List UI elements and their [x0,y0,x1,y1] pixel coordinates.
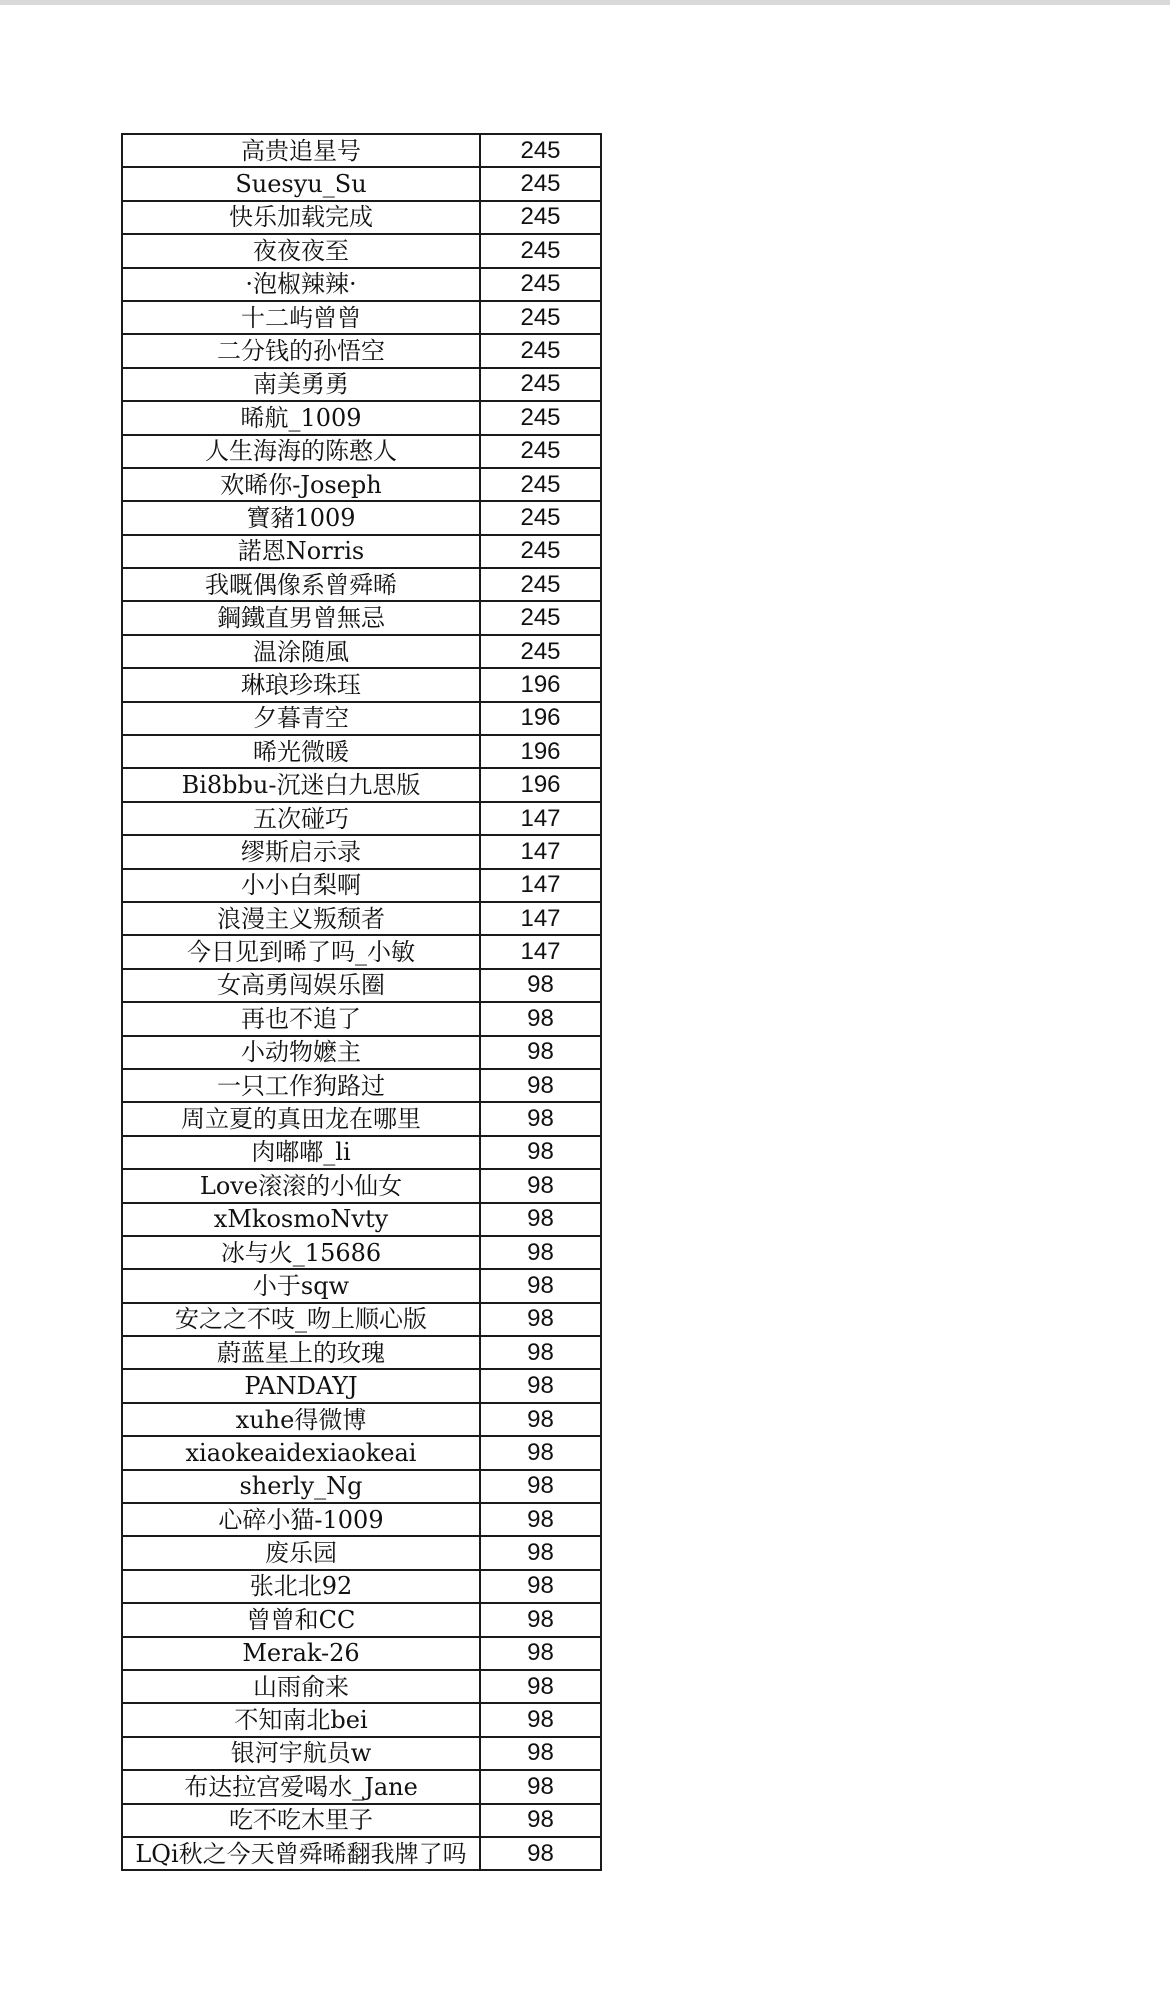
score-cell: 147 [481,870,602,901]
table-row [123,1571,602,1604]
score-cell: 98 [481,1170,602,1201]
table-row [123,602,602,635]
score-cell: 245 [481,235,602,266]
score-cell: 98 [481,1337,602,1368]
table-row [123,903,602,936]
score-cell: 98 [481,1404,602,1435]
name-cell: 废乐园 [123,1537,481,1568]
name-cell: 鋼鐵直男曾無忌 [123,602,481,633]
table-row [123,235,602,268]
table-row [123,168,602,201]
name-cell: 冰与火_15686 [123,1237,481,1268]
table-row [123,1370,602,1403]
table-row [123,703,602,736]
name-cell: 二分钱的孙悟空 [123,335,481,366]
score-cell: 98 [481,1638,602,1669]
score-cell: 98 [481,1370,602,1401]
name-cell: 晞光微暖 [123,736,481,767]
table-row [123,636,602,669]
table-row [123,870,602,903]
table-row [123,302,602,335]
score-cell: 245 [481,636,602,667]
table-row [123,1471,602,1504]
table-row [123,803,602,836]
score-cell: 245 [481,269,602,300]
page-top-edge [0,0,1170,5]
score-cell: 98 [481,1537,602,1568]
score-cell: 98 [481,1504,602,1535]
table-row [123,402,602,435]
name-cell: PANDAYJ [123,1370,481,1401]
name-cell: 高贵追星号 [123,135,481,166]
name-cell: 五次碰巧 [123,803,481,834]
score-cell: 147 [481,836,602,867]
score-cell: 245 [481,335,602,366]
table-row [123,135,602,168]
table-row [123,269,602,302]
name-cell: 肉嘟嘟_li [123,1137,481,1168]
name-cell: 张北北92 [123,1571,481,1602]
table-row [123,1270,602,1303]
score-cell: 245 [481,602,602,633]
table-row [123,669,602,702]
name-cell: 快乐加载完成 [123,202,481,233]
name-cell: 一只工作狗路过 [123,1070,481,1101]
name-cell: 小于sqw [123,1270,481,1301]
score-cell: 98 [481,1805,602,1836]
name-cell: Love滚滚的小仙女 [123,1170,481,1201]
name-cell: 小小白梨啊 [123,870,481,901]
name-cell: 山雨俞来 [123,1671,481,1702]
name-cell: 浪漫主义叛颓者 [123,903,481,934]
table-row [123,502,602,535]
score-cell: 245 [481,569,602,600]
name-cell: 諾恩Norris [123,536,481,567]
score-cell: 98 [481,1838,602,1869]
name-cell: 今日见到晞了吗_小敏 [123,936,481,967]
table-row [123,1237,602,1270]
name-cell: Bi8bbu-沉迷白九思版 [123,769,481,800]
table-row [123,736,602,769]
score-cell: 245 [481,469,602,500]
score-cell: 98 [481,1671,602,1702]
table-row [123,436,602,469]
score-cell: 98 [481,1471,602,1502]
score-cell: 196 [481,703,602,734]
score-cell: 245 [481,402,602,433]
name-cell: 安之之不吱_吻上顺心版 [123,1304,481,1335]
table-row [123,1805,602,1838]
name-cell: 寶豬1009 [123,502,481,533]
table-row [123,1137,602,1170]
name-cell: 蔚蓝星上的玫瑰 [123,1337,481,1368]
name-cell: 十二屿曾曾 [123,302,481,333]
table-row [123,1404,602,1437]
name-cell: 吃不吃木里子 [123,1805,481,1836]
name-cell: xuhe得微博 [123,1404,481,1435]
table-row [123,1838,602,1871]
table-row [123,1103,602,1136]
score-cell: 98 [481,1604,602,1635]
score-cell: 98 [481,1304,602,1335]
table-row [123,1170,602,1203]
table-row [123,1671,602,1704]
table-row [123,1537,602,1570]
table-row [123,1204,602,1237]
table-row [123,1337,602,1370]
score-cell: 98 [481,1003,602,1034]
score-cell: 98 [481,1270,602,1301]
table-row [123,836,602,869]
table-row [123,1504,602,1537]
score-cell: 98 [481,970,602,1001]
table-row [123,970,602,1003]
name-cell: 温涂随風 [123,636,481,667]
name-cell: 银河宇航员w [123,1738,481,1769]
name-cell: 周立夏的真田龙在哪里 [123,1103,481,1134]
score-cell: 196 [481,769,602,800]
table-row [123,1304,602,1337]
name-cell: 布达拉宫爱喝水_Jane [123,1771,481,1802]
name-cell: 心碎小猫-1009 [123,1504,481,1535]
name-cell: 欢晞你-Joseph [123,469,481,500]
table-row [123,369,602,402]
score-cell: 147 [481,936,602,967]
score-cell: 245 [481,202,602,233]
score-cell: 98 [481,1738,602,1769]
table-row [123,1738,602,1771]
score-cell: 147 [481,803,602,834]
score-cell: 98 [481,1037,602,1068]
score-cell: 98 [481,1137,602,1168]
name-cell: Merak-26 [123,1638,481,1669]
score-cell: 245 [481,168,602,199]
score-cell: 245 [481,135,602,166]
table-row [123,536,602,569]
table-row [123,1704,602,1737]
score-cell: 245 [481,436,602,467]
score-cell: 98 [481,1437,602,1468]
score-cell: 98 [481,1237,602,1268]
score-cell: 98 [481,1771,602,1802]
score-cell: 98 [481,1704,602,1735]
score-cell: 245 [481,536,602,567]
name-cell: 夜夜夜至 [123,235,481,266]
name-cell: 晞航_1009 [123,402,481,433]
name-cell: sherly_Ng [123,1471,481,1502]
name-cell: LQi秋之今天曾舜晞翻我牌了吗 [123,1838,481,1869]
score-cell: 98 [481,1204,602,1235]
table-row [123,1604,602,1637]
table-row [123,202,602,235]
name-cell: 我嘅偶像系曾舜晞 [123,569,481,600]
table-row [123,1003,602,1036]
table-row [123,1070,602,1103]
name-cell: xiaokeaidexiaokeai [123,1437,481,1468]
name-cell: xMkosmoNvty [123,1204,481,1235]
score-cell: 98 [481,1103,602,1134]
name-cell: 人生海海的陈憨人 [123,436,481,467]
table-row [123,1437,602,1470]
score-cell: 98 [481,1070,602,1101]
table-row [123,1638,602,1671]
table-row [123,569,602,602]
table-row [123,1771,602,1804]
name-cell: Suesyu_Su [123,168,481,199]
table-row [123,1037,602,1070]
name-cell: 琳琅珍珠珏 [123,669,481,700]
table-row [123,469,602,502]
score-cell: 196 [481,669,602,700]
name-cell: 再也不追了 [123,1003,481,1034]
name-cell: ·泡椒辣辣· [123,269,481,300]
table-row [123,769,602,802]
name-cell: 女高勇闯娱乐圈 [123,970,481,1001]
score-cell: 245 [481,502,602,533]
table-row [123,936,602,969]
table-row [123,335,602,368]
score-cell: 245 [481,302,602,333]
name-cell: 夕暮青空 [123,703,481,734]
score-cell: 147 [481,903,602,934]
name-cell: 不知南北bei [123,1704,481,1735]
name-cell: 曾曾和CC [123,1604,481,1635]
score-cell: 98 [481,1571,602,1602]
name-cell: 缪斯启示录 [123,836,481,867]
score-cell: 245 [481,369,602,400]
score-table [121,133,602,1871]
name-cell: 南美勇勇 [123,369,481,400]
name-cell: 小动物嬷主 [123,1037,481,1068]
score-cell: 196 [481,736,602,767]
